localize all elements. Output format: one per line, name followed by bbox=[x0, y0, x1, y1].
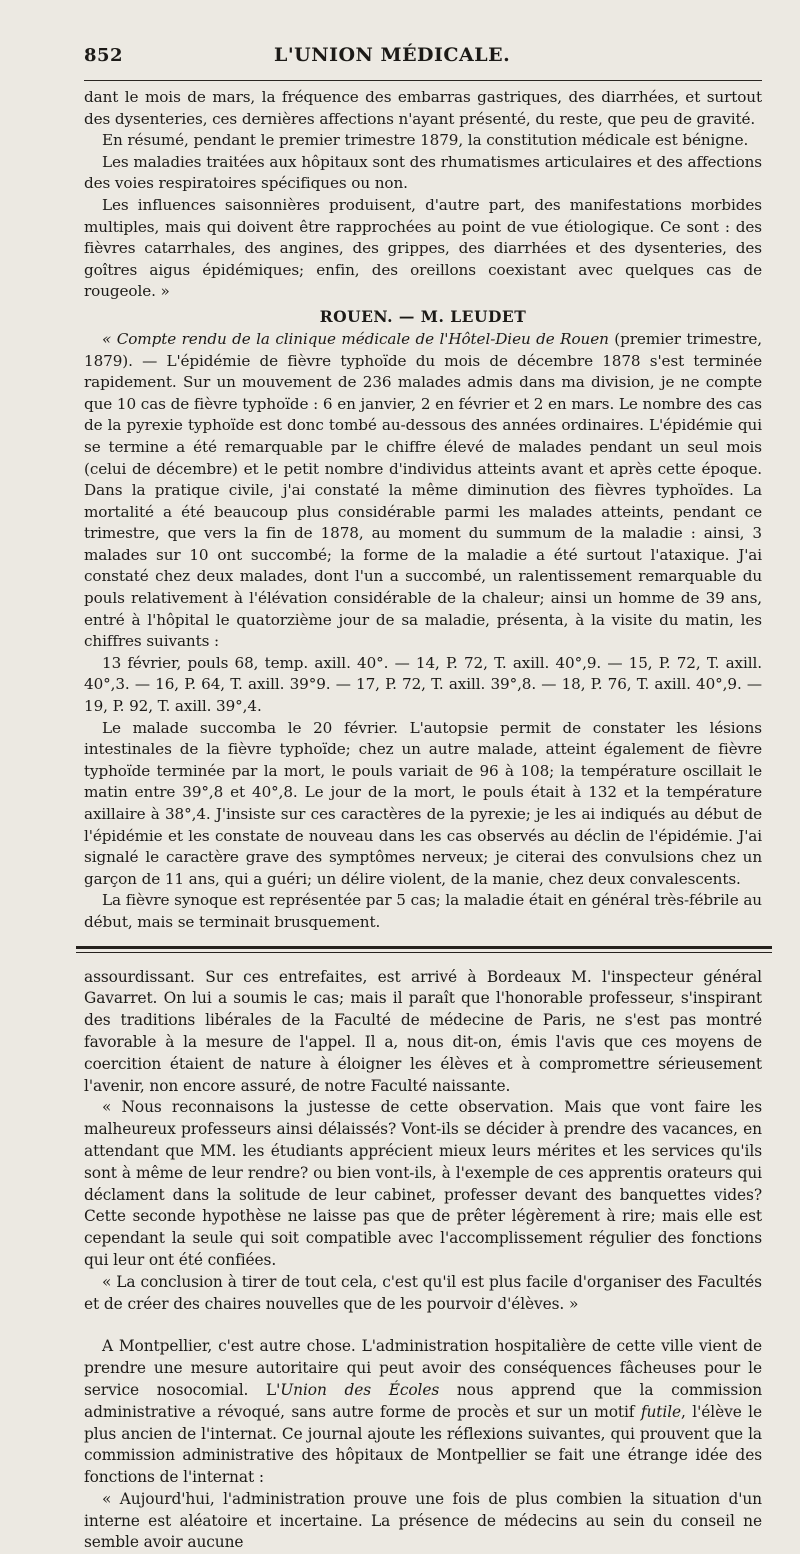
running-title: L'UNION MÉDICALE. bbox=[274, 44, 511, 66]
emphasis: futile bbox=[640, 1402, 682, 1421]
section-separator bbox=[76, 946, 772, 953]
page-number: 852 bbox=[84, 45, 124, 66]
paragraph-text: (premier trimestre, 1879). — L'épidémie de fièvre typhoïde du mois de décembre 1878 s'est terminée rapidement. Sur un mouvement de 236 malades admis dans ma division, je ne compte que 10 cas de fièvre typhoïde : 6 en janvier, 2 en février et 2 en mars. Le nombre des cas de la pyrexie typhoïde est donc tombé au-dessous des années ordinaires. L'épidémie qui se termine a été remarquable par le chiffre élevé de malades pendant un seul mois (celui de décembre) et le petit nombre d'individus atteints avant et après cette époque. Dans la pratique civile, j'ai constaté la même diminution des fièvres typhoïdes. La mortalité a été beaucoup plus considérable parmi les malades atteints, pendant ce trimestre, que vers la fin de 1878, au moment du summum de la maladie : ainsi, 3 malades sur 10 ont succombé; la forme de la maladie a été surtout l'ataxique. J'ai constaté chez deux malades, dont l'un a succombé, un ralentissement remarquable du pouls relativement à l'élévation considérable de la chaleur; ainsi un homme de 39 ans, entré à l'hôpital le quatorzième jour de sa maladie, présenta, à la visite du matin, les chiffres suivants : bbox=[84, 329, 762, 651]
bottom-section-continued bbox=[84, 1336, 762, 1554]
paragraph: Le malade succomba le 20 février. L'autopsie permit de constater les lésions intestinales de la fièvre typhoïde; chez un autre malade, atteint également de fièvre typhoïde terminée par la mort, le pouls variait de 96 à 108; la température oscillait le matin entre 39°,8 et 40°,8. Le jour de la mort, le pouls était à 132 et la température axillaire à 38°,4. J'insiste sur ces caractères de la pyrexie; je les ai indiqués au début de l'épidémie et les constate de nouveau dans les cas observés au déclin de l'épidémie. J'ai signalé le caractère grave des symptômes nerveux; je citerai des convulsions chez un garçon de 11 ans, qui a guéri; un délire violent, de la manie, chez deux convalescents. bbox=[84, 718, 762, 888]
header-rule bbox=[84, 80, 762, 81]
report-title: « Compte rendu de la clinique médicale de l'Hôtel-Dieu de Rouen bbox=[102, 329, 609, 348]
paragraph: dant le mois de mars, la fréquence des embarras gastriques, des diarrhées, et surtout des dysenteries, ces dernières affections n'ayant présenté, du reste, que peu de gravité. bbox=[84, 88, 762, 128]
paragraph: « Nous reconnaisons la justesse de cette observation. Mais que vont faire les malheureux professeurs ainsi délaissés? Vont-ils se décider à prendre des vacances, en attendant que MM. les étudiants apprécient mieux leurs mérites et les services qu'ils sont à même de leur rendre? ou bien vont-ils, à l'exemple de ces apprentis orateurs qui déclament dans la solitude de leur cabinet, professer devant des banquettes vides? Cette seconde hypothèse ne laisse pas que de prêter légèrement à rire; mais elle est cependant la seule qui soit compatible avec l'accomplissement régulier des fonctions qui leur ont été confiées. bbox=[84, 1098, 762, 1269]
section-heading: ROUEN. — M. LEUDET bbox=[319, 306, 527, 326]
paragraph bbox=[84, 329, 762, 653]
paragraph: assourdissant. Sur ces entrefaites, est arrivé à Bordeaux M. l'inspecteur général Gavarret. On lui a soumis le cas; mais il paraît que l'honorable professeur, s'inspirant des traditions libérales de la Faculté de médecine de Paris, ne s'est pas montré favorable à la mesure de l'appel. Il a, nous dit-on, émis l'avis que ces moyens de coercition étaient de nature à éloigner les élèves et à compromettre sérieusement l'avenir, non encore assuré, de notre Faculté naissante. bbox=[84, 967, 762, 1095]
paragraph: Les influences saisonnières produisent, d'autre part, des manifestations morbides multiples, mais qui doivent être rapprochées au point de vue étiologique. Ce sont : des fièvres catarrhales, des angines, des grippes, des diarrhées et des dysenteries, des goîtres aigus épidémiques; enfin, des oreillons coexistant avec quelques cas de rougeole. » bbox=[84, 195, 762, 301]
journal-title: Union des Écoles bbox=[280, 1380, 440, 1399]
paragraph: « Aujourd'hui, l'administration prouve une fois de plus combien la situation d'un interne est aléatoire et incertaine. La présence de médecins au sein du conseil ne semble avoir aucune bbox=[84, 1489, 762, 1552]
paragraph: Les maladies traitées aux hôpitaux sont des rhumatismes articulaires et des affections des voies respiratoires spécifiques ou non. bbox=[84, 152, 762, 193]
paragraph: A Montpellier, c'est autre chose. L'administration hospitalière de cette ville vient de prendre une mesure autoritaire qui peut avoir des conséquences fâcheuses pour le service nosocomial. L'Union des Écoles nous apprend que la commission administrative a révoqué, sans autre forme de procès et sur un motif futile, l'élève le plus ancien de l'internat. Ce journal ajoute les réflexions suivantes, qui prouvent que la commission administrative des hôpitaux de Montpellier se fait une étrange idée des fonctions de l'internat : bbox=[84, 1337, 763, 1487]
bottom-section bbox=[84, 967, 762, 1316]
paragraph: En résumé, pendant le premier trimestre 1879, la constitution médicale est bénigne. bbox=[102, 131, 749, 150]
paragraph: 13 février, pouls 68, temp. axill. 40°. — 14, P. 72, T. axill. 40°,9. — 15, P. 72, T. axill. 40°,3. — 16, P. 64, T. axill. 39°9. — 17, P. 72, T. axill. 39°,8. — 18, P. 76, T. axill. 40°,9. — 19, P. 92, T. axill. 39°,4. bbox=[84, 653, 762, 716]
top-section bbox=[84, 87, 762, 934]
page-header bbox=[84, 44, 762, 66]
paragraph: « La conclusion à tirer de tout cela, c'est qu'il est plus facile d'organiser des Facultés et de créer des chaires nouvelles que de les pourvoir d'élèves. » bbox=[84, 1272, 762, 1313]
paragraph: La fièvre synoque est représentée par 5 cas; la maladie était en général très-fébrile au début, mais se terminait brusquement. bbox=[84, 891, 762, 931]
